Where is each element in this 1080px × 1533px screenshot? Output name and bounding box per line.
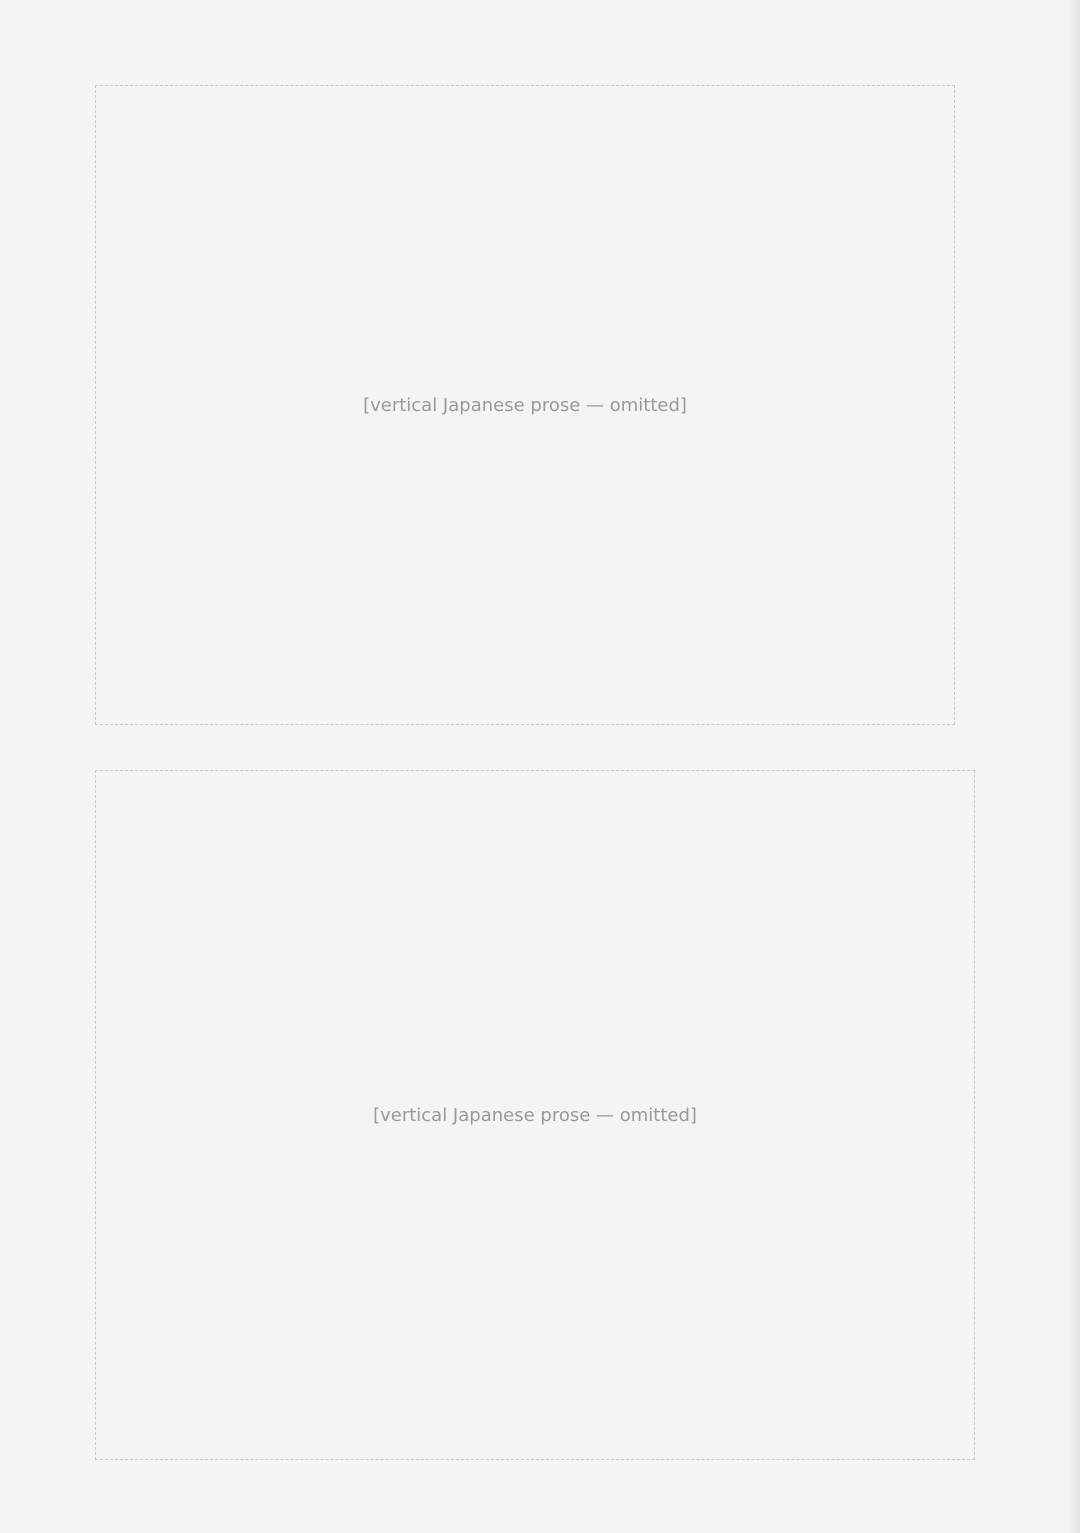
- text-placeholder: [vertical Japanese prose — omitted]: [363, 394, 687, 416]
- scan-edge-shadow: [1068, 0, 1080, 1533]
- text-block-bottom: [95, 770, 975, 1460]
- text-placeholder: [vertical Japanese prose — omitted]: [373, 1104, 697, 1126]
- text-block-top: [95, 85, 955, 725]
